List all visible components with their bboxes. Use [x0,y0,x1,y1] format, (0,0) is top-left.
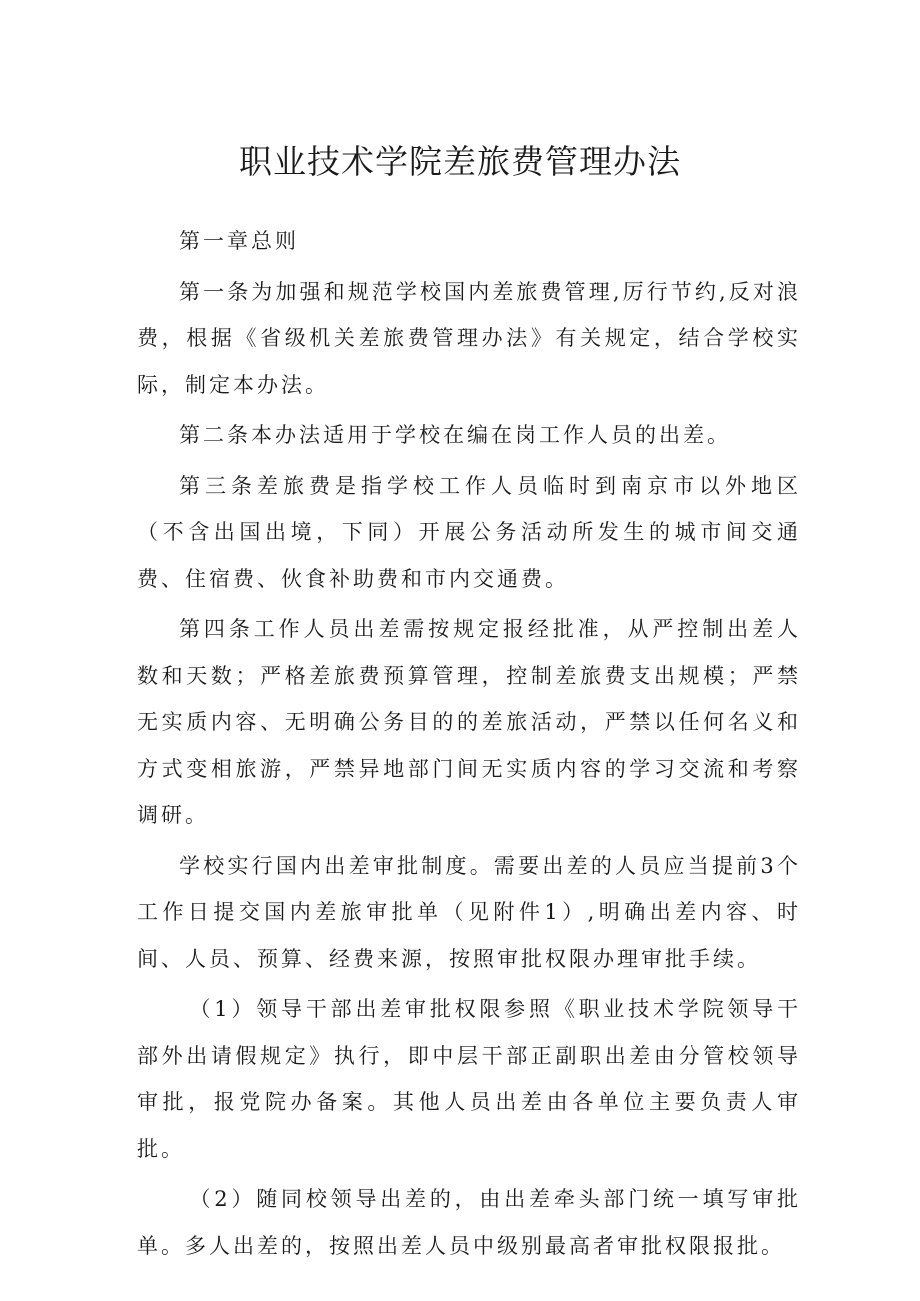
document-body [137,218,801,1273]
article-4: 第四条工作人员出差需按规定报经批准，从严控制出差人数和天数；严格差旅费预算管理，控制差旅费支出规模；严禁无实质内容、无明确公务目的的差旅活动，严禁以任何名义和方式变相旅游，严禁异地部门间无实质内容的学习交流和考察调研。 [137,617,801,827]
approval-item-2: （2）随同校领导出差的，由出差牵头部门统一填写审批单。多人出差的，按照出差人员中级别最高者审批权限报批。 [137,1187,801,1258]
document-title: 职业技术学院差旅费管理办法 [239,142,681,181]
approval-item-1: （1）领导干部出差审批权限参照《职业技术学院领导干部外出请假规定》执行，即中层干部正副职出差由分管校领导审批，报党院办备案。其他人员出差由各单位主要负责人审批。 [137,997,801,1161]
approval-system-paragraph: 学校实行国内出差审批制度。需要出差的人员应当提前3个工作日提交国内差旅审批单（见附件1）,明确出差内容、时间、人员、预算、经费来源，按照审批权限办理审批手续。 [137,853,801,971]
article-2: 第二条本办法适用于学校在编在岗工作人员的出差。 [179,423,731,447]
article-3: 第三条差旅费是指学校工作人员临时到南京市以外地区（不含出国出境，下同）开展公务活动所发生的城市间交通费、住宿费、伙食补助费和市内交通费。 [137,473,801,591]
article-1: 第一条为加强和规范学校国内差旅费管理,厉行节约,反对浪费，根据《省级机关差旅费管理办法》有关规定，结合学校实际，制定本办法。 [137,279,801,397]
chapter-heading: 第一章总则 [179,229,299,253]
